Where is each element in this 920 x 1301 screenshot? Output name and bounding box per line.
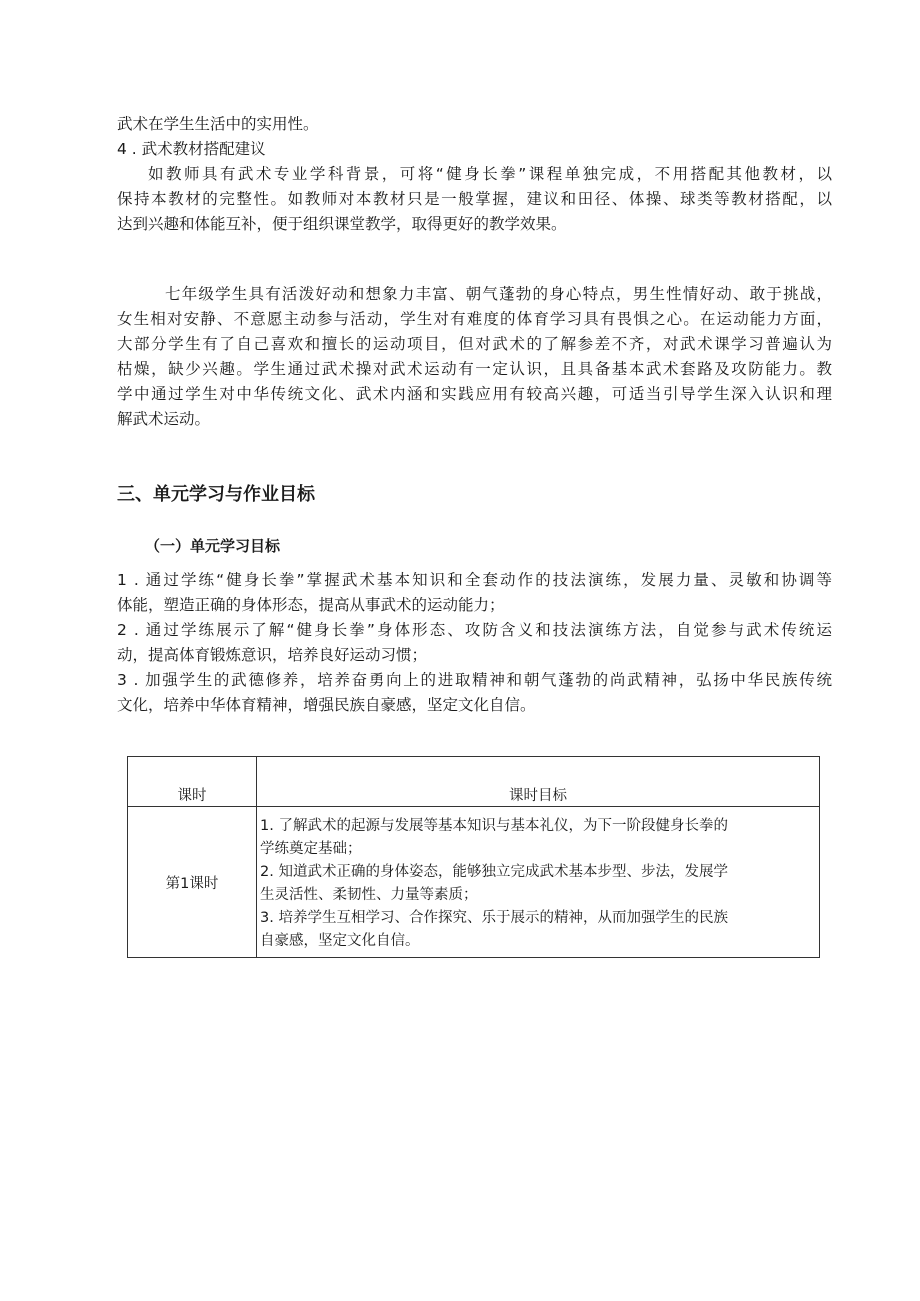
cell-line: 生灵活性、柔韧性、力量等素质； bbox=[260, 887, 478, 903]
goal-line: 3 . 加强学生的武德修养，培养奋勇向上的进取精神和朝气蓬勃的尚武精神，弘扬中华民族传统 bbox=[117, 671, 832, 689]
subsection-title: （一）单元学习目标 bbox=[145, 537, 281, 555]
text-line: 女生相对安静、不意愿主动参与活动，学生对有难度的体育学习具有畏惧之心。在运动能力方面， bbox=[117, 310, 832, 328]
text-line: 如教师具有武术专业学科背景，可将“健身长拳”课程单独完成，不用搭配其他教材，以 bbox=[148, 165, 832, 183]
goals-list bbox=[117, 568, 832, 718]
lesson-goals-table bbox=[127, 756, 820, 958]
cell-line: 自豪感，坚定文化自信。 bbox=[260, 933, 420, 949]
cell-line: 2. 知道武术正确的身体姿态，能够独立完成武术基本步型、步法，发展学 bbox=[260, 864, 728, 880]
text-line: 保持本教材的完整性。如教师对本教材只是一般掌握，建议和田径、体操、球类等教材搭配，以 bbox=[117, 190, 832, 208]
text-line: 大部分学生有了自己喜欢和擅长的运动项目，但对武术的了解参差不齐，对武术课学习普遍认为 bbox=[117, 335, 832, 353]
header-goal: 课时目标 bbox=[257, 757, 820, 807]
cell-goals bbox=[257, 807, 820, 958]
header-period: 课时 bbox=[128, 757, 257, 807]
paragraph-continuation bbox=[117, 112, 832, 137]
text-line: 达到兴趣和体能互补，便于组织课堂教学，取得更好的教学效果。 bbox=[117, 215, 567, 233]
text-line: 枯燥，缺少兴趣。学生通过武术操对武术运动有一定认识，且具备基本武术套路及攻防能力。教 bbox=[117, 360, 832, 378]
table-header-row bbox=[128, 757, 820, 807]
students-paragraph bbox=[117, 282, 832, 432]
goal-line: 动，提高体育锻炼意识，培养良好运动习惯； bbox=[117, 646, 428, 664]
goal-line: 文化，培养中华体育精神，增强民族自豪感，坚定文化自信。 bbox=[117, 696, 536, 714]
cell-line: 3. 培养学生互相学习、合作探究、乐于展示的精神，从而加强学生的民族 bbox=[260, 910, 728, 926]
text-line: 学中通过学生对中华传统文化、武术内涵和实践应用有较高兴趣，可适当引导学生深入认识和理 bbox=[117, 385, 832, 403]
cell-period: 第1课时 bbox=[128, 807, 257, 958]
item4-heading bbox=[117, 137, 832, 162]
cell-line: 学练奠定基础； bbox=[260, 841, 362, 857]
goal-line: 体能，塑造正确的身体形态，提高从事武术的运动能力； bbox=[117, 596, 505, 614]
cell-line: 1. 了解武术的起源与发展等基本知识与基本礼仪，为下一阶段健身长拳的 bbox=[260, 818, 728, 834]
table-row bbox=[128, 807, 820, 958]
goal-line: 1 . 通过学练“健身长拳”掌握武术基本知识和全套动作的技法演练，发展力量、灵敏和协调等 bbox=[117, 571, 832, 589]
item4-paragraph bbox=[117, 162, 832, 237]
text-line: 七年级学生具有活泼好动和想象力丰富、朝气蓬勃的身心特点，男生性情好动、敢于挑战， bbox=[165, 285, 832, 303]
heading-line: 4 . 武术教材搭配建议 bbox=[117, 140, 266, 158]
text-line: 解武术运动。 bbox=[117, 410, 211, 428]
goal-line: 2 . 通过学练展示了解“健身长拳”身体形态、攻防含义和技法演练方法，自觉参与武术传统运 bbox=[117, 621, 832, 639]
section-title: 三、单元学习与作业目标 bbox=[117, 484, 315, 505]
text-line: 武术在学生生活中的实用性。 bbox=[117, 115, 319, 133]
